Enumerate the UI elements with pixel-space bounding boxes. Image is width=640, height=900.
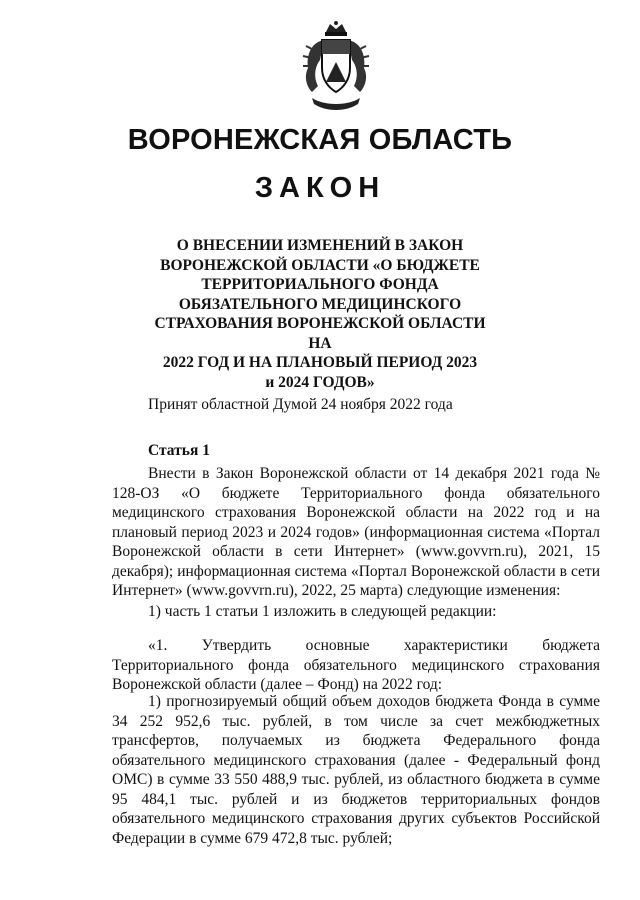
law-name-line: 2022 ГОД И НА ПЛАНОВЫЙ ПЕРИОД 2023 xyxy=(162,354,478,371)
adoption-date-line: Принят областной Думой 24 ноября 2022 года xyxy=(148,396,453,413)
law-name-line: ОБЯЗАТЕЛЬНОГО МЕДИЦИНСКОГО xyxy=(178,295,462,313)
coat-of-arms-icon xyxy=(300,20,372,116)
article-paragraph: 1) часть 1 статьи 1 изложить в следующей редакции: xyxy=(148,603,497,620)
article-paragraph: Внести в Закон Воронежской области от 14 декабря 2021 года № 128-ОЗ «О бюджете Территориального фонда обязательного медицинского страхования Воронежской области на 2022 год и на плановый период 2023 и 2024 годов» (информационная система «Портал Воронежской области в сети Интернет» (www.govvrn.ru), 2021, 15 декабря); информационная система «Портал Воронежской области в сети Интернет» (www.govvrn.ru), 2022, 25 марта) следующие изменения: xyxy=(112,465,600,599)
coat-of-arms-emblem xyxy=(300,20,372,116)
law-name xyxy=(150,236,490,392)
law-name-line: СТРАХОВАНИЯ ВОРОНЕЖСКОЙ ОБЛАСТИ НА xyxy=(154,315,486,352)
article-paragraph: «1. Утвердить основные характеристики бюджета Территориального фонда обязательного медицинского страхования Воронежской области (далее – Фонд) на 2022 год: xyxy=(112,637,600,693)
law-name-line: ВОРОНЕЖСКОЙ ОБЛАСТИ «О БЮДЖЕТЕ xyxy=(160,256,480,274)
law-name-line: О ВНЕСЕНИИ ИЗМЕНЕНИЙ В ЗАКОН xyxy=(176,237,464,254)
article-paragraph: 1) прогнозируемый общий объем доходов бюджета Фонда в сумме 34 252 952,6 тыс. рублей, в том числе за счет межбюджетных трансфертов, получаемых из бюджета Федерального фонда обязательного медицинского страхования (далее - Федеральный фонд ОМС) в сумме 33 550 488,9 тыс. рублей, из областного бюджета в сумме 95 484,1 тыс. рублей и из бюджетов территориальных фондов обязательного медицинского страхования других субъектов Российской Федерации в сумме 679 472,8 тыс. рублей; xyxy=(112,693,600,847)
law-name-line: и 2024 ГОДОВ» xyxy=(265,373,375,391)
article-heading: Статья 1 xyxy=(148,442,210,459)
region-title: ВОРОНЕЖСКАЯ ОБЛАСТЬ xyxy=(127,124,513,156)
law-title: ЗАКОН xyxy=(254,172,386,204)
law-name-line: ТЕРРИТОРИАЛЬНОГО ФОНДА xyxy=(201,276,439,293)
